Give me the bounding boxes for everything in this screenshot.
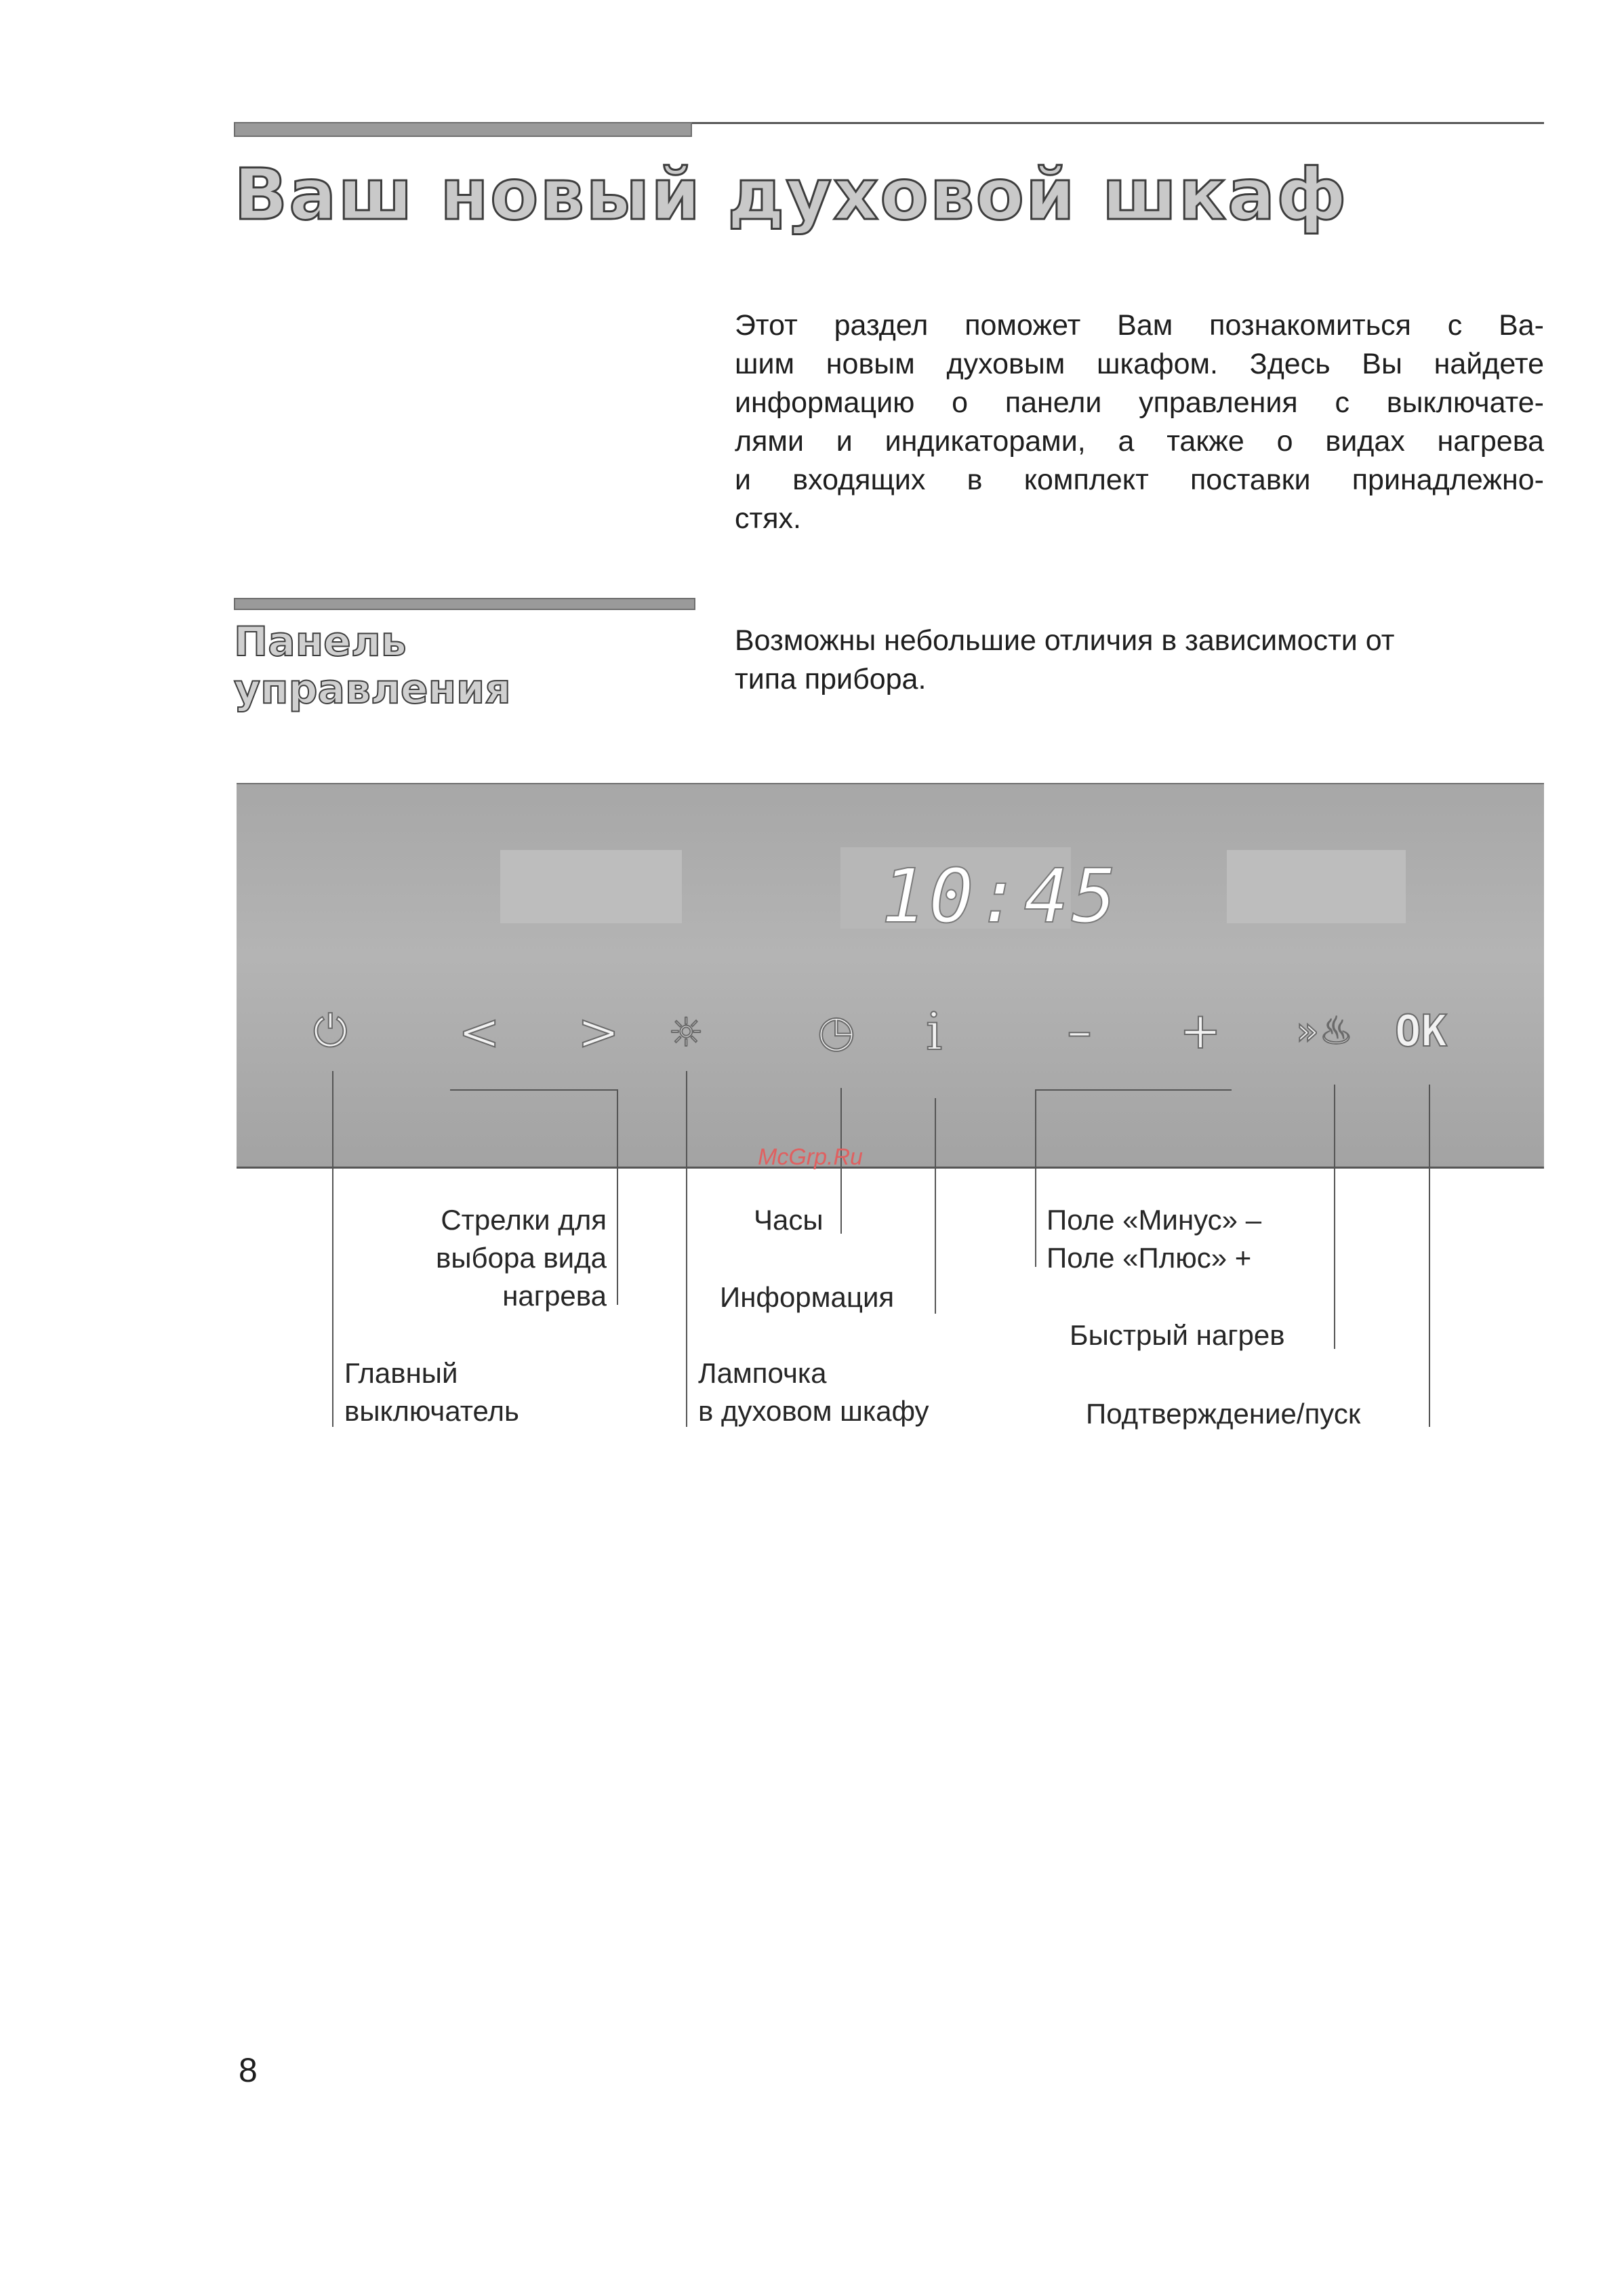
leader-fast-heat bbox=[1334, 1085, 1335, 1349]
leader-info bbox=[935, 1098, 936, 1314]
section-note bbox=[735, 622, 1548, 699]
label-line: Поле «Плюс» + bbox=[1047, 1242, 1252, 1274]
info-icon[interactable]: i bbox=[926, 1001, 943, 1062]
right-display-window bbox=[1227, 850, 1406, 923]
control-panel-image bbox=[237, 783, 1544, 1169]
left-display-window bbox=[500, 850, 682, 923]
label-line: Стрелки для bbox=[441, 1204, 607, 1236]
power-icon[interactable]: ⏻ bbox=[313, 1007, 348, 1057]
label-lamp bbox=[698, 1354, 929, 1430]
leader-minus-plus bbox=[1035, 1089, 1036, 1267]
label-line: Лампочка bbox=[698, 1357, 827, 1389]
section-title-line: управления bbox=[234, 666, 511, 713]
page-title: Ваш новый духовой шкаф bbox=[234, 153, 1348, 236]
intro-line: информацию о панели управления с выключате- bbox=[735, 386, 1544, 419]
time-display: 10:45 bbox=[881, 853, 1120, 940]
plus-icon[interactable]: + bbox=[1179, 1002, 1222, 1060]
leader-confirm bbox=[1429, 1085, 1430, 1427]
label-fast-heat: Быстрый нагрев bbox=[1070, 1319, 1285, 1351]
header-bar bbox=[234, 122, 692, 137]
label-clock: Часы bbox=[754, 1204, 824, 1236]
note-line: Возможны небольшие отличия в зависимости от bbox=[735, 624, 1395, 657]
leader-minus-plus-bracket bbox=[1035, 1089, 1232, 1091]
header-rule bbox=[692, 122, 1544, 124]
leader-lamp bbox=[686, 1071, 687, 1427]
label-line: Главный bbox=[344, 1357, 458, 1389]
label-line: в духовом шкафу bbox=[698, 1395, 929, 1427]
label-minus-plus bbox=[1047, 1201, 1261, 1277]
leader-arrows-bracket bbox=[450, 1089, 618, 1091]
arrow-right-icon[interactable]: > bbox=[577, 1003, 620, 1062]
minus-icon[interactable]: – bbox=[1067, 1002, 1092, 1060]
clock-icon[interactable]: ◷ bbox=[817, 1007, 855, 1057]
label-line: выбора вида bbox=[436, 1242, 607, 1274]
fast-heat-icon[interactable]: »♨ bbox=[1296, 1009, 1354, 1053]
intro-line: стях. bbox=[735, 502, 801, 535]
page-number: 8 bbox=[239, 2051, 258, 2089]
intro-line: шим новым духовым шкафом. Здесь Вы найдете bbox=[735, 348, 1544, 380]
label-info: Информация bbox=[720, 1281, 895, 1313]
watermark: McGrp.Ru bbox=[758, 1144, 863, 1170]
intro-line: Этот раздел поможет Вам познакомиться с Ва- bbox=[735, 309, 1544, 342]
leader-main-switch bbox=[332, 1071, 333, 1427]
ok-icon[interactable]: OK bbox=[1395, 1007, 1448, 1057]
label-arrows bbox=[380, 1201, 607, 1315]
leader-arrows bbox=[617, 1089, 618, 1305]
section-bar bbox=[234, 598, 695, 610]
section-title-line: Панель bbox=[234, 618, 407, 666]
note-line: типа прибора. bbox=[735, 663, 927, 695]
label-line: выключатель bbox=[344, 1395, 519, 1427]
label-line: Поле «Минус» – bbox=[1047, 1204, 1262, 1236]
arrow-left-icon[interactable]: < bbox=[458, 1003, 501, 1062]
section-title bbox=[234, 618, 511, 713]
intro-line: лями и индикаторами, а также о видах нагрева bbox=[735, 425, 1544, 458]
label-main-switch bbox=[344, 1354, 519, 1430]
intro-paragraph bbox=[735, 306, 1544, 538]
intro-line: и входящих в комплект поставки принадлежно- bbox=[735, 464, 1544, 496]
label-line: нагрева bbox=[502, 1280, 607, 1312]
lamp-icon[interactable]: ☼ bbox=[668, 1009, 704, 1055]
label-confirm: Подтверждение/пуск bbox=[1086, 1398, 1361, 1430]
